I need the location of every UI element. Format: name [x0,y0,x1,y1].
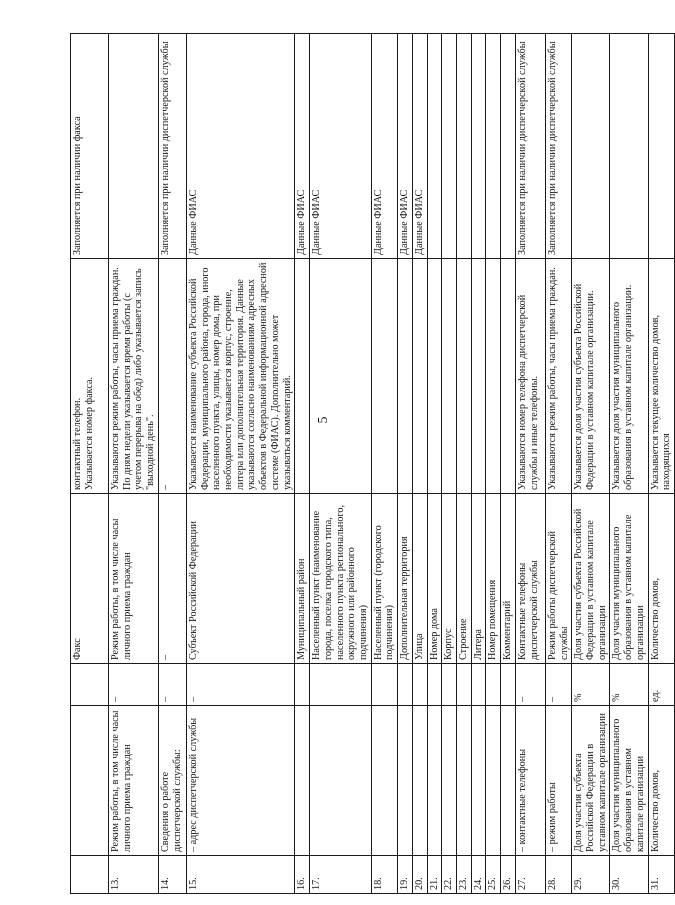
description-cell [471,259,486,494]
note-cell: Заполняется при наличии диспетчерской службы [158,34,186,259]
row-number-cell: 14. [158,856,186,894]
unit-cell: – [186,664,294,706]
unit-cell [398,664,413,706]
description-cell: Указывается текущее количество домов, находящихся [648,259,674,494]
unit-cell [412,664,427,706]
note-cell [572,34,610,259]
description-cell [456,259,471,494]
description-cell [371,259,397,494]
table-row [471,34,486,894]
table-row [572,34,610,894]
field-name-cell: – [158,494,186,664]
row-number-cell: 26. [501,856,516,894]
indicator-name-cell [442,706,457,856]
row-number-cell: 28. [545,856,571,894]
row-number-cell: 25. [486,856,501,894]
table-row [398,34,413,894]
note-cell [501,34,516,259]
rotated-table-container [70,34,673,894]
row-number-cell [71,856,109,894]
row-number-cell: 22. [442,856,457,894]
unit-cell: – [515,664,545,706]
note-cell: Данные ФИАС [371,34,397,259]
note-cell [486,34,501,259]
table-row [412,34,427,894]
indicator-name-cell: – режим работы [545,706,571,856]
table-row [545,34,571,894]
field-name-cell: Дополнительная территория [398,494,413,664]
field-name-cell: Населенный пункт (городского подчинения) [371,494,397,664]
unit-cell [427,664,442,706]
note-cell [648,34,674,259]
row-number-cell: 13. [109,856,159,894]
description-cell [442,259,457,494]
page-number: 5 [316,416,331,424]
document-table-wrapper [70,34,673,894]
indicator-name-cell: Доля участия субъекта Российской Федерации в уставном капитале организации [572,706,610,856]
table-row [501,34,516,894]
unit-cell: % [610,664,648,706]
field-name-cell: Строение [456,494,471,664]
field-name-cell: Количество домов, [648,494,674,664]
description-cell: Указывается доля участия субъекта Российской Федерации в уставном капитале организации. [572,259,610,494]
description-cell: Указывается доля участия муниципального образования в уставном капитале организации. [610,259,648,494]
indicator-name-cell [412,706,427,856]
field-name-cell: Доля участия муниципального образования в уставном капитале организации [610,494,648,664]
row-number-cell: 23. [456,856,471,894]
field-name-cell: Улица [412,494,427,664]
description-cell: Указываются режим работы, часы приема граждан. [545,259,571,494]
row-number-cell: 30. [610,856,648,894]
indicator-name-cell [501,706,516,856]
table-row [648,34,674,894]
description-cell [427,259,442,494]
note-cell: Заполняется при наличии факса [71,34,109,259]
unit-cell [371,664,397,706]
table-row [109,34,159,894]
description-cell [486,259,501,494]
field-name-cell: Режим работы, в том числе часы личного приема граждан [109,494,159,664]
field-name-cell: Доля участия субъекта Российской Федерации в уставном капитале организации [572,494,610,664]
row-number-cell: 21. [427,856,442,894]
indicator-name-cell [71,706,109,856]
unit-cell [486,664,501,706]
row-number-cell: 18. [371,856,397,894]
disclosure-table [70,33,675,894]
field-name-cell: Населенный пункт (наименование города, поселка городского типа, населенного пункта регионального, окружного или районного подчинения) [310,494,372,664]
indicator-name-cell: Количество домов, [648,706,674,856]
indicator-name-cell [398,706,413,856]
indicator-name-cell: Режим работы, в том числе часы личного приема граждан [109,706,159,856]
indicator-name-cell [486,706,501,856]
indicator-name-cell: Сведения о работе диспетчерской службы: [158,706,186,856]
field-name-cell: Комментарий [501,494,516,664]
description-cell: – [158,259,186,494]
field-name-cell: Субъект Российской Федерации [186,494,294,664]
indicator-name-cell [471,706,486,856]
description-cell: контактный телефон. Указывается номер факса. [71,259,109,494]
field-name-cell: Номер помещения [486,494,501,664]
table-row [295,34,310,894]
unit-cell: ед. [648,664,674,706]
note-cell [109,34,159,259]
field-name-cell: Факс [71,494,109,664]
description-cell: Указываются режим работы, часы приема граждан. По дням недели указывается время работы (с учетом перерыва на обед) либо указывается запись "выходной день". [109,259,159,494]
note-cell: Заполняется при наличии диспетчерской службы [545,34,571,259]
unit-cell [501,664,516,706]
table-row [186,34,294,894]
description-cell: Указываются номер телефона диспетчерской службы и иные телефоны. [515,259,545,494]
unit-cell: – [158,664,186,706]
row-number-cell: 31. [648,856,674,894]
unit-cell [310,664,372,706]
table-row [310,34,372,894]
row-number-cell: 16. [295,856,310,894]
field-name-cell: Корпус [442,494,457,664]
row-number-cell: 27. [515,856,545,894]
table-row [71,34,109,894]
table-row [486,34,501,894]
indicator-name-cell [295,706,310,856]
note-cell [456,34,471,259]
unit-cell [456,664,471,706]
note-cell [471,34,486,259]
table-row [158,34,186,894]
note-cell: Данные ФИАС [310,34,372,259]
row-number-cell: 15. [186,856,294,894]
description-cell [310,259,372,494]
row-number-cell: 19. [398,856,413,894]
indicator-name-cell [456,706,471,856]
field-name-cell: Муниципальный район [295,494,310,664]
description-cell [398,259,413,494]
field-name-cell: Номер дома [427,494,442,664]
indicator-name-cell [371,706,397,856]
row-number-cell: 20. [412,856,427,894]
row-number-cell: 17. [310,856,372,894]
indicator-name-cell: – контактные телефоны [515,706,545,856]
unit-cell: – [545,664,571,706]
note-cell: Данные ФИАС [398,34,413,259]
description-cell: Указывается наименование субъекта Российской Федерации, муниципального района, города, иного населенного пункта, улицы, номер дома, при необходимости указывается корпус, строение, литера или дополнительная территория. Данные указываются согласно наименованиям адресных объектов в Федеральной информационной адресной системе (ФИАС). Дополнительно может указываться комментарий. [186,259,294,494]
indicator-name-cell [427,706,442,856]
table-row [427,34,442,894]
row-number-cell: 24. [471,856,486,894]
table-row [610,34,648,894]
unit-cell: – [109,664,159,706]
row-number-cell: 29. [572,856,610,894]
note-cell: Данные ФИАС [412,34,427,259]
unit-cell [71,664,109,706]
field-name-cell: Контактные телефоны диспетчерской службы [515,494,545,664]
table-row [456,34,471,894]
note-cell: Данные ФИАС [186,34,294,259]
table-row [442,34,457,894]
indicator-name-cell: Доля участия муниципального образования в уставном капитале организации [610,706,648,856]
unit-cell [295,664,310,706]
field-name-cell: Режим работы диспетчерской службы [545,494,571,664]
note-cell: Заполняется при наличии диспетчерской службы [515,34,545,259]
description-cell [412,259,427,494]
note-cell [442,34,457,259]
table-row [371,34,397,894]
note-cell [610,34,648,259]
unit-cell: % [572,664,610,706]
indicator-name-cell [310,706,372,856]
description-cell [295,259,310,494]
unit-cell [442,664,457,706]
table-row [515,34,545,894]
field-name-cell: Литера [471,494,486,664]
note-cell [427,34,442,259]
description-cell [501,259,516,494]
unit-cell [471,664,486,706]
note-cell: Данные ФИАС [295,34,310,259]
indicator-name-cell: – адрес диспетчерской службы [186,706,294,856]
